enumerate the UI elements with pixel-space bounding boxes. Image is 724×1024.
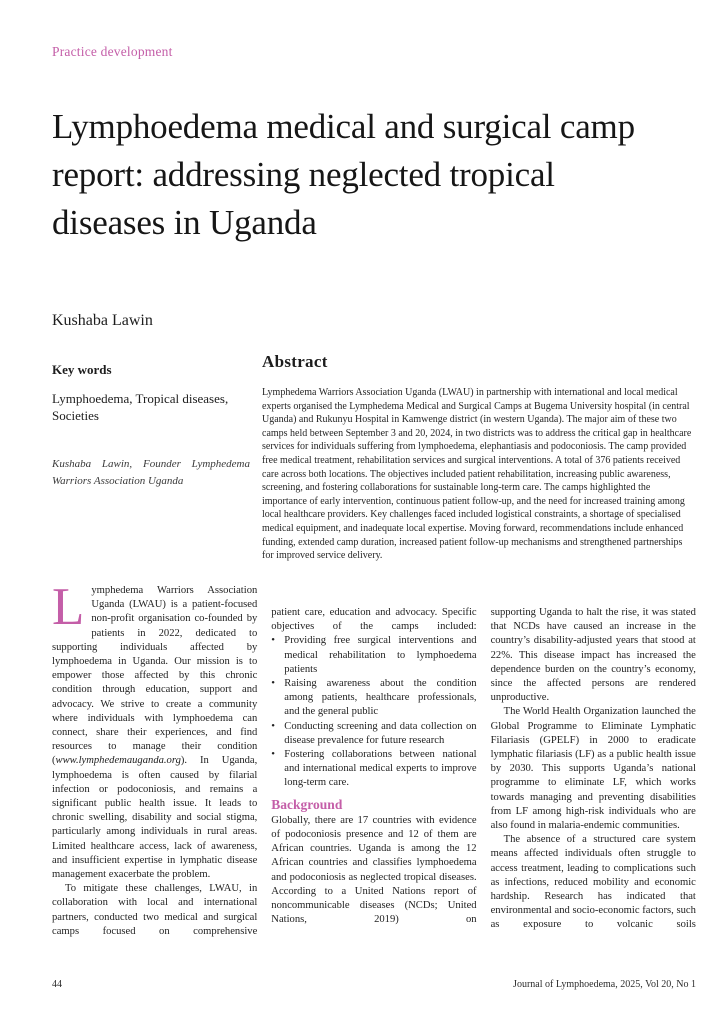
background-paragraph: Globally, there are 17 countries with evidence of podoconiosis presence and 12 of them are African countries. Uganda is among the 12 African countries and classifies lymphoedema and podoconiosis as neglected tropical diseases. According to a United Nations report of noncommunicable diseases (NCDs; United Nations, 2019) on [271,814,477,926]
article-title-line: report: addressing neglected tropical [52,155,555,194]
list-item-text: Fostering collaborations between national and international medical experts to improve long-term care. [284,749,477,789]
list-item-text: Conducting screening and data collection on disease prevalence for future research [284,720,477,746]
drop-cap: L [52,584,85,636]
col3-paragraph-2: The World Health Organization launched the Global Programme to Eliminate Lymphatic Filariasis (GPELF) in 2000 to eradicate lymphatic filariasis (LF) as a public health issue by 2030. This supports Uganda’s national programme to eliminate LF, which works towards managing and preventing disabilities from LF among high-risk individuals who are also found in malaria-endemic communities. [490,706,696,832]
page-number: 44 [52,979,62,990]
list-item [271,720,476,748]
col3-paragraph-1: supporting Uganda to halt the rise, it was stated that NCDs have caused an increase in the country’s disability-adjusted years that stood at 22%. This disease impact has increased the dependence burden on the country’s economy, since the affected persons are rendered unproductive. [490,607,696,704]
body-column-2 [271,584,476,978]
keywords-list: Lymphoedema, Tropical diseases, Societies [52,391,229,423]
objectives-list [271,634,476,790]
abstract-text: Lymphedema Warriors Association Uganda (LWAU) in partnership with international and local medical experts organised the Lymphedema Medical and Surgical Camps at Bugema University hospital (in central Uganda) and Rukunyu Hospital in Kamwenge district (in western Uganda). The major aim of these two camps held between September 3 and 20, 2024, in two districts was to address the critical gap in healthcare services for individuals suffering from lymphoedema, elephantiasis and podoconiosis. The camp provided free medical treatment, rehabilitation services and surgical interventions. A total of 376 patients received care across both locations. The objectives included patient rehabilitation, increasing public awareness, screening, and fostering collaborations for sustainable long-term care. The camps highlighted the importance of early intervention, continuous patient follow-up, and the need for increased training among local healthcare providers. Key challenges faced included logistical constraints, a shortage of specialised medical equipment, and inadequate local expertise. Moving forward, recommendations include enhanced funding, extended camp duration, increased patient follow-up mechanisms and strengthened partnerships for improved service delivery. [262,387,692,562]
list-item-text: Providing free surgical interventions and medical rehabilitation to lymphoedema patients [284,635,477,675]
page-footer [52,979,696,990]
objectives-intro: patient care, education and advocacy. Specific objectives of the camps included: [271,607,477,633]
bullet-icon: • [271,749,276,761]
list-item [271,634,476,677]
abstract-heading: Abstract [262,352,328,371]
article-title-line: diseases in Uganda [52,203,317,242]
body-columns [52,584,696,978]
col1-paragraph-1-text: ymphedema Warriors Association Uganda (LWAU) is a patient-focused non-profit organisation co-founded by patients in 2022, dedicated to supporting individuals affected by lymphoedema in Uganda. Our mission is to empower those affected by this chronic condition through education, support and advocacy. We strive to create a community where individuals with lymphoedema can connect, share their experiences, and find resources to manage their condition ( [52,585,258,767]
col3-paragraph-3: The absence of a structured care system means affected individuals often struggle to access treatment, leading to complications such as infections, reduced mobility and economic hardship. Research has indicated that environmental and socio-economic factors, such as exposure to volcanic soils [490,834,696,931]
keywords-heading: Key words [52,362,112,377]
col1-paragraph-1 [52,584,257,882]
bullet-icon: • [271,720,276,732]
article-title [52,103,702,247]
list-item [271,748,476,791]
col1-paragraph-2: To mitigate these challenges, LWAU, in collaboration with local and international partners, conducted two medical and surgical camps focused on comprehensive [52,883,258,937]
body-column-1 [52,584,257,978]
list-item [271,677,476,720]
list-item-text: Raising awareness about the condition among patients, healthcare professionals, and the general public [284,678,477,718]
background-section-heading: Background [271,796,343,812]
article-title-line: Lymphoedema medical and surgical camp [52,107,635,146]
section-eyebrow: Practice development [52,44,173,59]
author-affiliation: Kushaba Lawin, Founder Lymphedema Warriors Association Uganda [52,458,250,487]
body-column-3 [491,584,696,978]
website-link[interactable]: www.lymphedemauganda.org [55,755,181,767]
author-name: Kushaba Lawin [52,312,153,329]
bullet-icon: • [271,678,276,690]
bullet-icon: • [271,635,276,647]
journal-citation: Journal of Lymphoedema, 2025, Vol 20, No 1 [513,979,696,990]
col1-paragraph-1-text-after: ). In Uganda, lymphoedema is often caused by filarial infection or podoconiosis, and remains a significant public health issue. It leads to chronic swelling, disability and social stigma, particularly among individuals in rural areas. Limited healthcare access, lack of awareness, and insufficient expertise in lymphatic disease management exacerbate the problem. [52,755,258,881]
